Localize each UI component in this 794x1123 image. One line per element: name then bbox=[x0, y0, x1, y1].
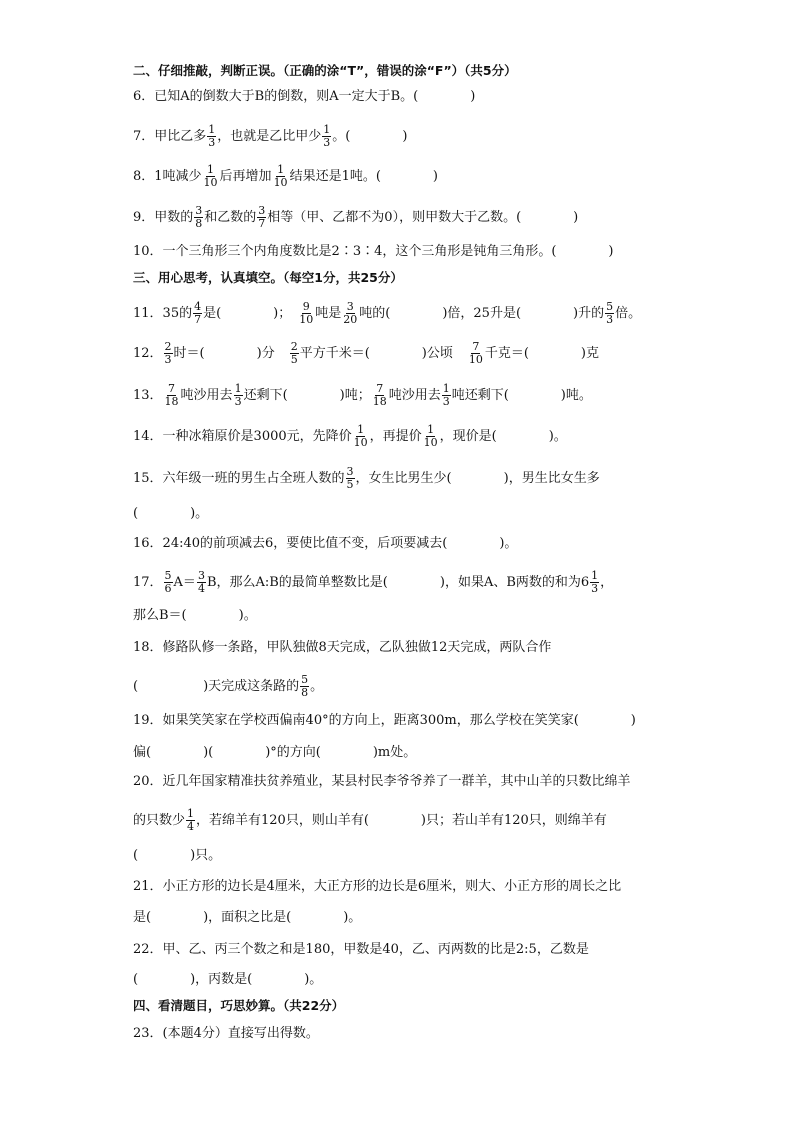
question-21: 21．小正方形的边长是4厘米，大正方形的边长是6厘米，则大、小正方形的周长之比 bbox=[133, 879, 622, 894]
q17-text: ， bbox=[600, 574, 614, 590]
question-6: 6．已知A的倒数大于B的倒数，则A一定大于B。( ) bbox=[133, 89, 476, 104]
question-20-cont2: ( )只。 bbox=[133, 848, 222, 863]
question-17 bbox=[133, 570, 613, 595]
q12-text: 时＝( )分 bbox=[173, 345, 275, 361]
q8-text: 后再增加 bbox=[219, 168, 272, 184]
section-heading-2: 二、仔细推敲，判断正误。（正确的涂“T”，错误的涂“F”）（共5分） bbox=[133, 63, 517, 78]
q17-text: 17． bbox=[133, 574, 163, 590]
q12-text: 12． bbox=[133, 345, 163, 361]
q11-text: 吨的( )倍，25升是( )升的 bbox=[359, 305, 605, 321]
q20-text: ，若绵羊有120只，则山羊有( )只；若山羊有120只，则绵羊有 bbox=[196, 812, 607, 828]
question-18-cont bbox=[133, 674, 323, 699]
question-19-cont: 偏( )( )°的方向( )m处。 bbox=[133, 745, 417, 760]
q9-text: 和乙数的 bbox=[204, 209, 257, 225]
question-21-cont: 是( )，面积之比是( )。 bbox=[133, 910, 362, 925]
fraction: 1 3 bbox=[442, 382, 450, 408]
question-20-cont bbox=[133, 808, 607, 833]
fraction: 1 4 bbox=[187, 807, 195, 833]
q7-text: 7．甲比乙多 bbox=[133, 128, 207, 144]
fraction: 2 5 bbox=[290, 340, 298, 366]
section-heading-4: 四、看清题目，巧思妙算。（共22分） bbox=[133, 998, 345, 1013]
q9-text: 9．甲数的 bbox=[133, 209, 194, 225]
fraction: 3 5 bbox=[346, 465, 354, 491]
q12-text: 千克＝( )克 bbox=[484, 345, 600, 361]
q18-text: 。 bbox=[310, 678, 324, 694]
fraction: 5 8 bbox=[301, 673, 309, 699]
q11-text: 11．35的 bbox=[133, 305, 193, 321]
q11-text: 是( )； bbox=[203, 305, 292, 321]
question-17-cont: 那么B＝( )。 bbox=[133, 608, 257, 623]
q13-text: 吨沙用去 bbox=[180, 387, 233, 403]
q8-text: 8．1吨减少 bbox=[133, 168, 202, 184]
q13-text: 吨还剩下( )吨。 bbox=[451, 387, 592, 403]
q12-text: 平方千米＝( )公顷 bbox=[299, 345, 453, 361]
question-8 bbox=[133, 164, 438, 189]
q11-text: 倍。 bbox=[615, 305, 642, 321]
fraction: 3 7 bbox=[258, 204, 266, 230]
question-13 bbox=[133, 383, 592, 408]
question-11 bbox=[133, 301, 641, 326]
question-19: 19．如果笑笑家在学校西偏南40°的方向上，距离300m，那么学校在笑笑家( ) bbox=[133, 713, 636, 728]
fraction: 5 6 bbox=[164, 569, 172, 595]
q14-text: ，现价是( )。 bbox=[439, 428, 567, 444]
q14-text: ，再提价 bbox=[369, 428, 422, 444]
fraction: 2 3 bbox=[164, 340, 172, 366]
question-15-cont: ( )。 bbox=[133, 506, 209, 521]
fraction: 3 8 bbox=[195, 204, 203, 230]
question-18: 18．修路队修一条路，甲队独做8天完成，乙队独做12天完成，两队合作 bbox=[133, 640, 552, 655]
question-20: 20．近几年国家精准扶贫养殖业，某县村民李爷爷养了一群羊，其中山羊的只数比绵羊 bbox=[133, 774, 631, 789]
fraction: 1 3 bbox=[323, 123, 331, 149]
fraction: 7 18 bbox=[164, 382, 179, 408]
q13-text: 还剩下( )吨； bbox=[243, 387, 371, 403]
q7-text: 。( ) bbox=[332, 128, 408, 144]
q13-text: 13． bbox=[133, 387, 163, 403]
fraction: 3 20 bbox=[343, 300, 358, 326]
question-14 bbox=[133, 424, 567, 449]
fraction: 7 18 bbox=[372, 382, 387, 408]
q11-text: 吨是 bbox=[315, 305, 342, 321]
fraction: 1 10 bbox=[353, 423, 368, 449]
q15-text: 15．六年级一班的男生占全班人数的 bbox=[133, 470, 345, 486]
question-22: 22．甲、乙、丙三个数之和是180，甲数是40，乙、丙两数的比是2:5，乙数是 bbox=[133, 942, 589, 957]
q20-text: 的只数少 bbox=[133, 812, 186, 828]
question-10: 10．一个三角形三个内角度数比是2∶3∶4，这个三角形是钝角三角形。( ) bbox=[133, 244, 614, 259]
fraction: 9 10 bbox=[299, 300, 314, 326]
section-heading-3: 三、用心思考，认真填空。（每空1分，共25分） bbox=[133, 270, 403, 285]
q18-text: ( )天完成这条路的 bbox=[133, 678, 300, 694]
fraction: 1 10 bbox=[273, 163, 288, 189]
question-23: 23．(本题4分）直接写出得数。 bbox=[133, 1026, 319, 1041]
fraction: 1 3 bbox=[234, 382, 242, 408]
fraction: 1 10 bbox=[203, 163, 218, 189]
q17-text: A＝ bbox=[173, 574, 196, 590]
fraction: 1 3 bbox=[591, 569, 599, 595]
q17-text: B，那么A:B的最简单整数比是( )，如果A、B两数的和为6 bbox=[206, 574, 590, 590]
fraction: 7 10 bbox=[468, 340, 483, 366]
q8-text: 结果还是1吨。( ) bbox=[289, 168, 438, 184]
question-9 bbox=[133, 205, 578, 230]
question-22-cont: ( )，丙数是( )。 bbox=[133, 972, 323, 987]
fraction: 4 7 bbox=[194, 300, 202, 326]
question-16: 16．24:40的前项减去6，要使比值不变，后项要减去( )。 bbox=[133, 536, 518, 551]
fraction: 5 3 bbox=[606, 300, 614, 326]
q7-text: ，也就是乙比甲少 bbox=[217, 128, 322, 144]
q14-text: 14．一种冰箱原价是3000元，先降价 bbox=[133, 428, 352, 444]
fraction: 1 3 bbox=[208, 123, 216, 149]
question-12 bbox=[133, 341, 599, 366]
fraction: 1 10 bbox=[423, 423, 438, 449]
fraction: 3 4 bbox=[197, 569, 205, 595]
question-7 bbox=[133, 124, 407, 149]
q13-text: 吨沙用去 bbox=[388, 387, 441, 403]
question-15 bbox=[133, 466, 600, 491]
q9-text: 相等（甲、乙都不为0），则甲数大于乙数。( ) bbox=[267, 209, 579, 225]
q15-text: ，女生比男生少( )，男生比女生多 bbox=[355, 470, 600, 486]
